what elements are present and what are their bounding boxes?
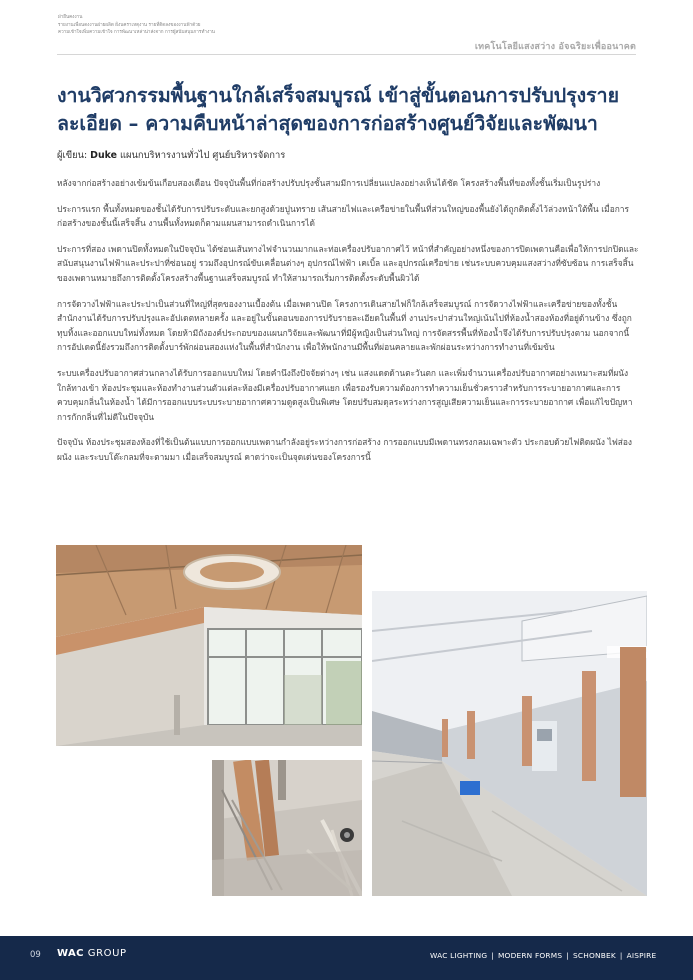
article-body bbox=[57, 176, 640, 476]
brand-bold: WAC bbox=[57, 948, 84, 959]
paragraph: ปัจจุบัน ห้องประชุมสองห้องที่ใช้เป็นต้นแบบการออกแบบเพดานกำลังอยู่ระหว่างการก่อสร้าง การออกแบบมีเพดานทรงกลมเฉพาะตัว ประกอบด้วยไฟติดผนัง ไฟส่องผนัง และระบบโต๊ะกลมที่จะตามมา เมื่อเสร็จสมบูรณ์ คาดว่าจะเป็นจุดเด่นของโครงการนี้ bbox=[57, 437, 633, 462]
author-line bbox=[57, 148, 285, 163]
header-section-title: เทคโนโลยีแสงสว่าง อัจฉริยะเพื่ออนาคต bbox=[474, 42, 636, 52]
separator: | bbox=[619, 951, 623, 960]
paragraph: ประการแรก พื้นทั้งหมดของชั้นได้รับการปรับระดับและยกสูงด้วยปูนทราย เส้นสายไฟและเครือข่ายในพื้นที่ส่วนใหญ่ของพื้นยังได้ถูกติดตั้งไว้ล่วงหน้าใต้พื้น เมื่อการก่อสร้างของชั้นนี้เสร็จสิ้น งานพื้นทั้งหมดก็ตามแผนสามารถดำเนินการได้ bbox=[57, 203, 629, 229]
author-department: แผนกบริหารงานทั่วไป ศูนย์บริหารจัดการ bbox=[119, 150, 286, 161]
brand-rest: GROUP bbox=[87, 948, 127, 959]
author-label: ผู้เขียน: bbox=[57, 150, 88, 161]
header-divider bbox=[57, 54, 636, 55]
paragraph: ระบบเครื่องปรับอากาศส่วนกลางได้รับการออกแบบใหม่ โดยคำนึงถึงปัจจัยต่างๆ เช่น แสงแดดด้านตะวันตก และเพิ่มจำนวนเครื่องปรับอากาศอย่างเหมาะสมที่ผนังใกล้ทางเข้า ห้องประชุมและห้องทำงานส่วนตัวแต่ละห้องมีเครื่องปรับอากาศแยก เพื่อรองรับความต้องการทำความเย็นชั่วคราวสำหรับการระบายอากาศและการควบคุมกลิ่นในห้องน้ำ ได้มีการออกแบบระบบระบายอากาศความดูดสูงเป็นพิเศษ โดยปรับสมดุลระหว่างการสูญเสียความเย็นและการระบายอากาศ เพื่อแก้ไขปัญหาการกักกลิ่นที่ไม่ดีในปัจจุบัน bbox=[57, 367, 633, 422]
header-line: ความเข้าใจเพิ่มความเข้าใจ การพัฒนาเหล่าน่าส่งจาก การผู้สนับสนุนการทำงาน bbox=[58, 30, 215, 36]
brand-name: MODERN FORMS bbox=[497, 951, 563, 960]
separator: | bbox=[491, 951, 494, 960]
header-line: รายงานเพื่อนดงงานฝ่ายผลิต ฝั่งนคราเหตุงาน รายที่ติดลงของงานฟ้าด้วย bbox=[58, 22, 201, 28]
brand-name: WAC LIGHTING bbox=[430, 951, 488, 960]
paragraph: หลังจากก่อสร้างอย่างเข้มข้นเกือบสองเดือน ปัจจุบันพื้นที่ก่อสร้างปรับปรุงชั้นสามมีการเปลี่ยนแปลงอย่างเห็นได้ชัด โครงสร้างพื้นที่ของทั้งชั้นเริ่มเป็นรูปร่าง bbox=[57, 178, 601, 188]
header-department-text bbox=[58, 14, 358, 37]
paragraph: การจัดวางไฟฟ้าและประปาเป็นส่วนที่ใหญ่ที่สุดของงานเบื้องต้น เมื่อเพดานปิด โครงการเดินสายไฟก็ใกล้เสร็จสมบูรณ์ การจัดวางไฟฟ้าและเครือข่ายของทั้งชั้นสำนักงานได้รับการปรับปรุงและอัปเดตหลายครั้ง และอยู่ในขั้นตอนของการปรับรายละเอียดในพื้นที่ งานประปาส่วนใหญ่เน้นไปที่ห้องน้ำสองห้องที่อยู่ด้านข้าง ซึ่งถูกทุบทิ้งและออกแบบใหม่ทั้งหมด โดยห้ามีถังองค์ประกอบของแผนกวิจัยและพัฒนาที่มีผู้หญิงเป็นส่วนใหญ่ การจัดสรรพื้นที่ห้องน้ำจึงได้รับการปรับปรุงตาม นอกจากนี้ การอัปเดตนี้ยังรวมถึงการติดตั้งบาร์พักผ่อนสองแห่งในพื้นที่สำนักงาน เพื่อให้พนักงานมีพื้นที่ผ่อนคลายและพักผ่อนระหว่างการทำงานที่เข้มข้น bbox=[57, 298, 632, 353]
article-title: งานวิศวกรรมพื้นฐานใกล้เสร็จสมบูรณ์ เข้าสู่ขั้นตอนการปรับปรุงรายละเอียด – ความคืบหน้าล่าสุดของการก่อสร้างศูนย์วิจัยและพัฒนา bbox=[57, 84, 620, 135]
paragraph: ประการที่สอง เพดานปิดทั้งหมดในปัจจุบัน ได้ซ่อนเส้นทางไฟจำนวนมากและท่อเครื่องปรับอากาศไว้ หน้าที่สำคัญอย่างหนึ่งของการปิดเพดานคือเพื่อให้การปกปิดและสนับสนุนงานไฟฟ้าและประปาที่ซ่อนอยู่ รวมถึงอุปกรณ์ขับเคลื่อนต่างๆ อุปกรณ์ไฟฟ้า เคเบิ้ล และอุปกรณ์เครือข่าย เช่นระบบควบคุมแสงสว่างที่ซับซ้อน การเสร็จสิ้นของเพดานหมายถึงการติดตั้งโครงสร้างพื้นฐานเสร็จสมบูรณ์ ทำให้สามารถเริ่มการติดตั้งระดับพื้นผิวได้ bbox=[57, 243, 639, 283]
page-number: 09 bbox=[30, 950, 41, 960]
separator: | bbox=[566, 951, 569, 960]
author-name: Duke bbox=[90, 150, 117, 161]
brand-name: AISPIRE bbox=[626, 951, 657, 960]
footer-bar bbox=[0, 936, 693, 980]
brand-name: SCHONBEK bbox=[572, 951, 616, 960]
footer-brand-logo bbox=[57, 948, 127, 959]
header-line: ฝ่ายืนคงงาน bbox=[58, 15, 83, 20]
photo-office-floor-columns bbox=[372, 591, 647, 896]
photo-meeting-room-ceiling bbox=[56, 545, 362, 746]
footer-brand-list bbox=[430, 951, 656, 960]
photo-construction-materials bbox=[212, 760, 362, 896]
